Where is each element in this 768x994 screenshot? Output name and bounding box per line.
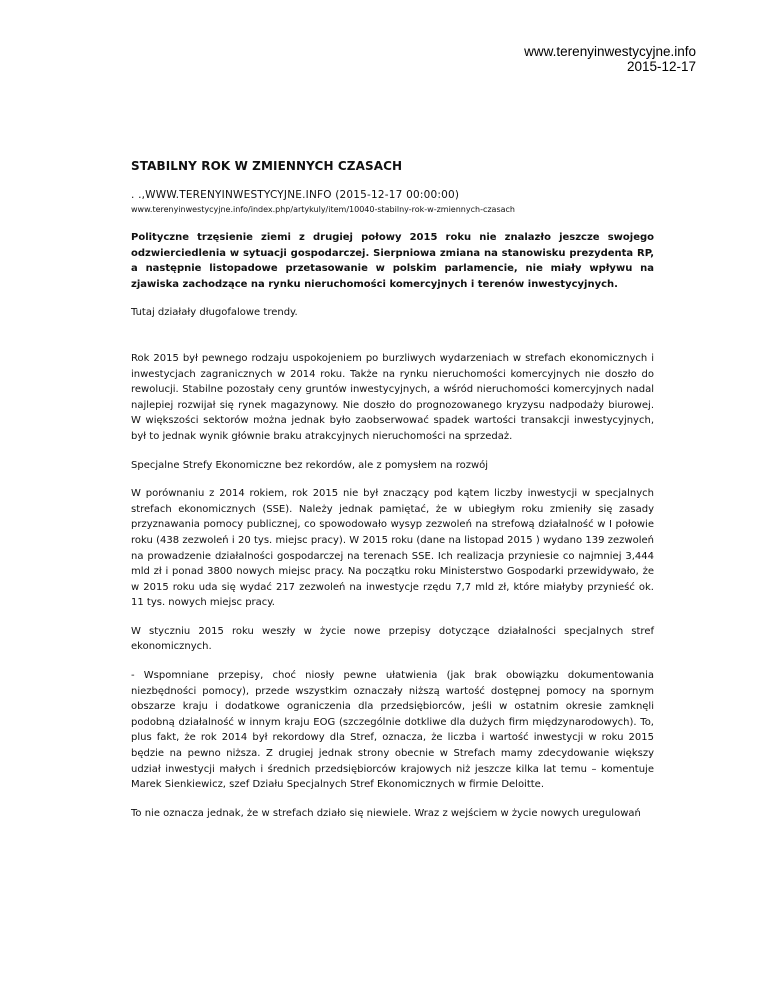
- article-paragraph: Rok 2015 był pewnego rodzaju uspokojeniem po burzliwych wydarzeniach w strefach ekonomicznych i inwestycjach zagranicznych w 2014 roku. Także na rynku nieruchomości komercyjnych nie doszło do rewolucji. Stabilne pozostały ceny gruntów inwestycyjnych, a wśród nieruchomości komercyjnych nadal najlepiej rozwijał się rynek magazynowy. Nie doszło do prognozowanego kryzysu nadpodaży biurowej. W większości sektorów można jednak było zaobserwować spadek wartości transakcji inwestycyjnych, był to jednak wynik głównie braku atrakcyjnych nieruchomości na sprzedaż.: [131, 352, 654, 442]
- site-name: www.terenyinwestycyjne.info: [524, 44, 696, 59]
- article-paragraph: To nie oznacza jednak, że w strefach działo się niewiele. Wraz z wejściem w życie nowych uregulowań: [131, 807, 641, 819]
- article: [131, 158, 654, 834]
- article-url: www.terenyinwestycyjne.info/index.php/artykuly/item/10040-stabilny-rok-w-zmiennych-czasach: [131, 205, 515, 214]
- article-quote: - Wspomniane przepisy, choć niosły pewne ułatwienia (jak brak obowiązku dokumentowania niezbędności pomocy), przede wszystkim oznaczały niższą wartość dostępnej pomocy na spornym obszarze kraju i dodatkowe ograniczenia dla przedsiębiorców, jeśli w ostatnim okresie zamknęli podobną działalność w innym kraju EOG (szczególnie dotkliwe dla dużych firm międzynarodowych). To, plus fakt, że rok 2014 był rekordowy dla Stref, oznacza, że liczba i wartość inwestycji w roku 2015 będzie na pewno niższa. Z drugiej jednak strony obecnie w Strefach mamy zdecydowanie większy udział inwestycji małych i średnich przedsiębiorców krajowych niż jeszcze kilka lat temu – komentuje Marek Sienkiewicz, szef Działu Specjalnych Stref Ekonomicznych w firmie Deloitte.: [131, 670, 654, 791]
- header-date: 2015-12-17: [626, 59, 696, 74]
- page-header: [524, 44, 696, 74]
- article-meta: . .,WWW.TERENYINWESTYCYJNE.INFO (2015-12-17 00:00:00): [131, 189, 460, 201]
- article-title: STABILNY ROK W ZMIENNYCH CZASACH: [131, 159, 403, 173]
- article-lead: Polityczne trzęsienie ziemi z drugiej połowy 2015 roku nie znalazło jeszcze swojego odzwierciedlenia w sytuacji gospodarczej. Sierpniowa zmiana na stanowisku prezydenta RP, a następnie listopadowe przetasowanie w polskim parlamencie, nie miały wpływu na zjawiska zachodzące na rynku nieruchomości komercyjnych i terenów inwestycyjnych.: [131, 232, 654, 290]
- article-paragraph: Tutaj działały długofalowe trendy.: [131, 307, 298, 319]
- article-paragraph: W porównaniu z 2014 rokiem, rok 2015 nie był znaczący pod kątem liczby inwestycji w specjalnych strefach ekonomicznych (SSE). Należy jednak pamiętać, że w ubiegłym roku zmieniły się zasady przyznawania pomocy publicznej, co spowodowało wysyp zezwoleń na strefową działalność w I połowie roku (438 zezwoleń i 20 tys. miejsc pracy). W 2015 roku (dane na listopad 2015 ) wydano 139 zezwoleń na prowadzenie działalności gospodarczej na terenach SSE. Ich realizacja przyniesie co najmniej 3,444 mld zł i ponad 3800 nowych miejsc pracy. Na początku roku Ministerstwo Gospodarki przewidywało, że w 2015 roku uda się wydać 217 zezwoleń na inwestycje rzędu 7,7 mld zł, które miałyby przynieść ok. 11 tys. nowych miejsc pracy.: [131, 488, 654, 609]
- article-paragraph: W styczniu 2015 roku weszły w życie nowe przepisy dotyczące działalności specjalnych stref ekonomicznych.: [131, 625, 654, 653]
- article-subheading: Specjalne Strefy Ekonomiczne bez rekordów, ale z pomysłem na rozwój: [131, 459, 489, 471]
